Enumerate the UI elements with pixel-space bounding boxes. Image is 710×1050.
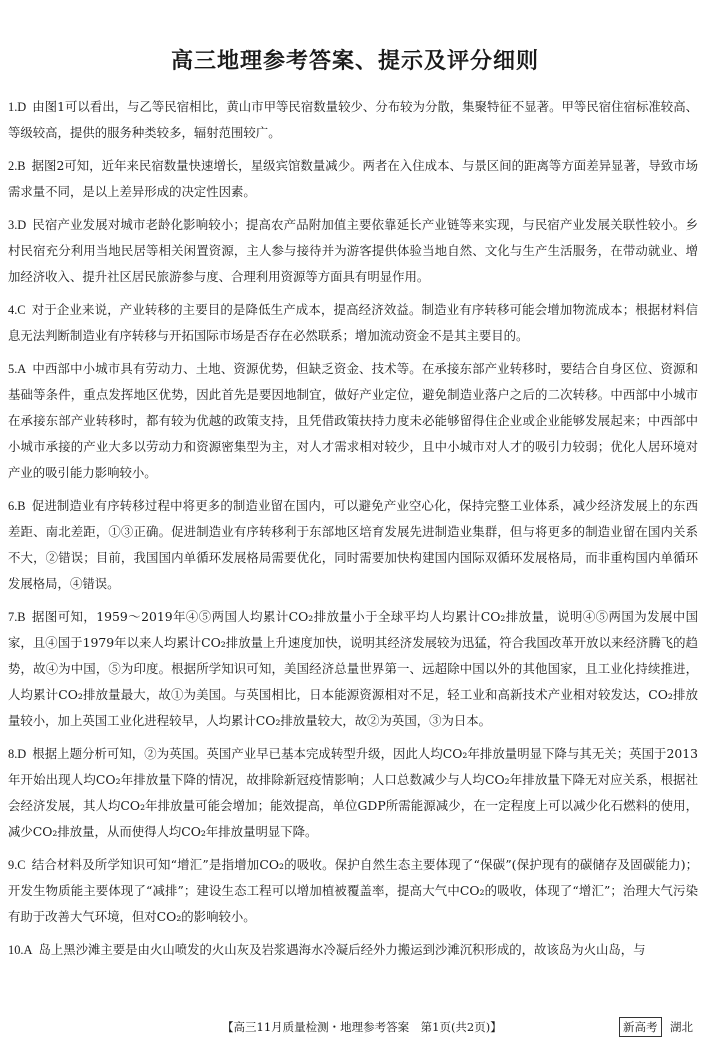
footer-text: 【高三11月质量检测・地理参考答案 第1页(共2页)】 <box>222 1020 502 1034</box>
answer-item <box>8 94 698 146</box>
answer-item <box>8 852 698 930</box>
answer-item <box>8 604 698 734</box>
answer-explanation: 岛上黑沙滩主要是由火山喷发的火山灰及岩浆遇海水冷凝后经外力搬运到沙滩沉积形成的，故该岛为火山岛，与 <box>38 942 646 957</box>
answer-item <box>8 153 698 205</box>
answer-number: 8.D <box>8 747 27 761</box>
answer-item <box>8 741 698 845</box>
answer-explanation: 对于企业来说，产业转移的主要目的是降低生产成本，提高经济效益。制造业有序转移可能会增加物流成本；根据材料信息无法判断制造业有序转移与开拓国际市场是否存在必然联系；增加流动资金不是其主要目的。 <box>8 302 698 343</box>
answer-number: 6.B <box>8 499 26 513</box>
answer-number: 2.B <box>8 159 26 173</box>
answer-number: 5.A <box>8 362 27 376</box>
answer-explanation: 由图1可以看出，与乙等民宿相比，黄山市甲等民宿数量较少、分布较为分散，集聚特征不显著。甲等民宿住宿标准较高、等级较高，提供的服务种类较多，辐射范围较广。 <box>8 99 698 140</box>
region-label: 湖北 <box>670 1020 693 1034</box>
answer-item <box>8 493 698 597</box>
answer-number: 3.D <box>8 218 27 232</box>
answer-explanation: 据图可知，1959～2019年④⑤两国人均累计CO₂排放量小于全球平均人均累计CO₂排放量，说明④⑤两国为发展中国家，且④国于1979年以来人均累计CO₂排放量上升速度加快，说明其经济发展较为迅猛，符合我国改革开放以来经济腾飞的趋势，故④为中国，⑤为印度。根据所学知识可知，美国经济总量世界第一、远超除中国以外的其他国家，且工业化持续推进，人均累计CO₂排放量最大，故①为美国。与英国相比，日本能源资源相对不足，轻工业和高新技术产业相对较发达，CO₂排放量较小，加上英国工业化进程较早，人均累计CO₂排放量较大，故②为英国，③为日本。 <box>8 609 698 728</box>
answer-explanation: 结合材料及所学知识可知“增汇”是指增加CO₂的吸收。保护自然生态主要体现了“保碳”(保护现有的碳储存及固碳能力)；开发生物质能主要体现了“减排”；建设生态工程可以增加植被覆盖率，提高大气中CO₂的吸收，体现了“增汇”；治理大气污染有助于改善大气环境，但对CO₂的影响较小。 <box>8 857 698 924</box>
answer-explanation: 民宿产业发展对城市老龄化影响较小；提高农产品附加值主要依靠延长产业链等来实现，与民宿产业发展关联性较小。乡村民宿充分利用当地民居等相关闲置资源，主人参与接待并为游客提供体验当地自然、文化与生产生活服务，在带动就业、增加经济收入、提升社区居民旅游参与度、合理利用资源等方面具有明显作用。 <box>8 217 698 284</box>
answer-item <box>8 297 698 349</box>
answer-explanation: 据图2可知，近年来民宿数量快速增长，星级宾馆数量减少。两者在入住成本、与景区间的距离等方面差异显著，导致市场需求量不同，是以上差异形成的决定性因素。 <box>8 158 698 199</box>
answer-list <box>8 94 698 970</box>
answer-item <box>8 356 698 486</box>
answer-explanation: 根据上题分析可知，②为英国。英国产业早已基本完成转型升级，因此人均CO₂年排放量明显下降与其无关；英国于2013年开始出现人均CO₂年排放量下降的情况，故排除新冠疫情影响；人口总数减少与人均CO₂年排放量下降无对应关系，根据社会经济发展，其人均CO₂年排放量可能会增加；能效提高，单位GDP所需能源减少，在一定程度上可以减少化石燃料的使用，减少CO₂排放量，从而使得人均CO₂年排放量明显下降。 <box>8 746 698 839</box>
page-footer <box>0 1016 710 1038</box>
answer-number: 1.D <box>8 100 27 114</box>
answer-item <box>8 212 698 290</box>
answer-item <box>8 937 698 963</box>
answer-number: 9.C <box>8 858 26 872</box>
answer-explanation: 促进制造业有序转移过程中将更多的制造业留在国内，可以避免产业空心化，保持完整工业体系，减少经济发展上的东西差距、南北差距，①③正确。促进制造业有序转移利于东部地区培育发展先进制造业集群，但与将更多的制造业留在国内关系不大，②错误；目前，我国国内单循环发展格局需要优化，同时需要加快构建国内国际双循环发展格局，而非重构国内单循环发展格局，④错误。 <box>8 498 698 591</box>
answer-explanation: 中西部中小城市具有劳动力、土地、资源优势，但缺乏资金、技术等。在承接东部产业转移时，要结合自身区位、资源和基础等条件，重点发挥地区优势，因此首先是要因地制宜，做好产业定位，避免制造业落户之后的二次转移。中西部中小城市在承接东部产业转移时，都有较为优越的政策支持，且凭借政策扶持力度未必能够留得住企业或企业能够发展起来；中西部中小城市承接的产业大多以劳动力和资源密集型为主，对人才需求相对较少，且中小城市对人才的吸引力较弱；优化人居环境对产业的吸引能力影响较小。 <box>8 361 698 480</box>
answer-number: 4.C <box>8 303 26 317</box>
answer-number: 10.A <box>8 943 33 957</box>
new-gaokao-badge: 新高考 <box>619 1017 662 1037</box>
page-title: 高三地理参考答案、提示及评分细则 <box>170 49 539 74</box>
answer-number: 7.B <box>8 610 26 624</box>
